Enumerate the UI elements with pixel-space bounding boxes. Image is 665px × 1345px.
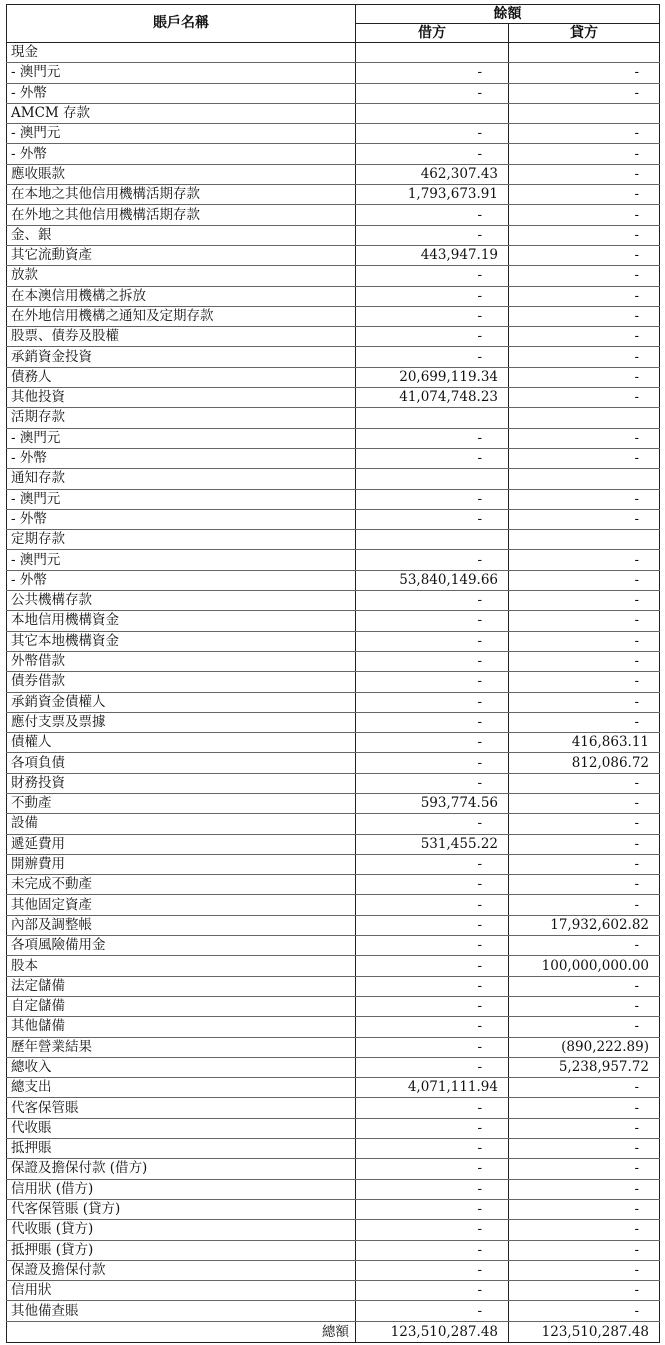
account-name-cell: 代收賬 (貸方) [7,1220,356,1240]
table-row [7,672,660,692]
credit-cell: - [509,1179,660,1199]
account-name-cell: 債券借款 [7,672,356,692]
debit-cell: - [356,286,509,306]
credit-cell: - [509,286,660,306]
table-row [7,306,660,326]
account-name-cell: 定期存款 [7,530,356,550]
account-name-cell: 債權人 [7,733,356,753]
account-name-cell: 代客保管賬 [7,1098,356,1118]
account-name-cell: 抵押賬 (貸方) [7,1240,356,1260]
table-row [7,205,660,225]
total-debit: 123,510,287.48 [356,1321,509,1342]
account-name-cell: 總支出 [7,1078,356,1098]
account-name-cell: - 澳門元 [7,63,356,83]
debit-cell: - [356,651,509,671]
credit-cell: - [509,489,660,509]
account-name-cell: 活期存款 [7,408,356,428]
table-row [7,712,660,732]
credit-cell: - [509,1281,660,1301]
credit-cell: - [509,266,660,286]
credit-cell [509,530,660,550]
table-row [7,469,660,489]
debit-cell: - [356,1260,509,1280]
table-row [7,1301,660,1321]
account-name-cell: - 外幣 [7,83,356,103]
account-name-cell: 財務投資 [7,773,356,793]
table-row [7,591,660,611]
account-name-cell: 其他備查賬 [7,1301,356,1321]
debit-cell: - [356,327,509,347]
table-row [7,1179,660,1199]
debit-cell: - [356,347,509,367]
debit-cell: - [356,1240,509,1260]
debit-cell: - [356,1281,509,1301]
debit-cell: - [356,692,509,712]
table-row [7,43,660,63]
debit-cell: - [356,1098,509,1118]
account-name-cell: 承銷資金投資 [7,347,356,367]
credit-cell: - [509,651,660,671]
credit-cell: (890,222.89) [509,1037,660,1057]
table-row [7,225,660,245]
account-name-cell: - 外幣 [7,144,356,164]
credit-cell: 416,863.11 [509,733,660,753]
table-row [7,388,660,408]
account-name-cell: 承銷資金債權人 [7,692,356,712]
credit-cell: - [509,793,660,813]
table-row [7,733,660,753]
table-row [7,753,660,773]
credit-cell: - [509,976,660,996]
credit-cell: 100,000,000.00 [509,956,660,976]
account-name-cell: 遞延費用 [7,834,356,854]
credit-cell: - [509,591,660,611]
account-name-cell: 總收入 [7,1057,356,1077]
table-row [7,63,660,83]
table-row [7,144,660,164]
debit-cell: - [356,306,509,326]
debit-cell: - [356,712,509,732]
debit-cell: - [356,996,509,1016]
credit-cell: - [509,1098,660,1118]
account-name-cell: 保證及擔保付款 (借方) [7,1159,356,1179]
table-row [7,185,660,205]
balance-header: 餘額 [356,5,660,24]
table-row [7,793,660,813]
credit-cell: - [509,245,660,265]
debit-cell [356,43,509,63]
credit-cell: - [509,63,660,83]
account-name-cell: - 外幣 [7,509,356,529]
table-row [7,1078,660,1098]
credit-cell: - [509,1301,660,1321]
credit-cell: - [509,428,660,448]
debit-cell: 4,071,111.94 [356,1078,509,1098]
table-row [7,692,660,712]
table-row [7,509,660,529]
account-name-cell: 自定儲備 [7,996,356,1016]
table-row [7,530,660,550]
total-row [7,1321,660,1342]
account-name-cell: 其他投資 [7,388,356,408]
credit-cell: - [509,875,660,895]
debit-cell: - [356,1037,509,1057]
account-name-cell: 其它本地機構資金 [7,631,356,651]
table-row [7,286,660,306]
debit-cell: - [356,956,509,976]
credit-cell: - [509,1139,660,1159]
table-row [7,976,660,996]
debit-cell: - [356,509,509,529]
table-row [7,1260,660,1280]
account-name-cell: - 澳門元 [7,489,356,509]
table-row [7,103,660,123]
credit-cell: - [509,367,660,387]
table-row [7,1139,660,1159]
account-name-cell: 在本地之其他信用機構活期存款 [7,185,356,205]
debit-cell: 20,699,119.34 [356,367,509,387]
debit-cell: - [356,611,509,631]
table-row [7,651,660,671]
credit-cell: - [509,124,660,144]
debit-cell: - [356,1199,509,1219]
account-name-cell: 信用狀 [7,1281,356,1301]
credit-cell: - [509,611,660,631]
account-name-cell: 債務人 [7,367,356,387]
debit-cell: - [356,936,509,956]
credit-cell: - [509,164,660,184]
account-name-cell: 金、銀 [7,225,356,245]
account-name-cell: 通知存款 [7,469,356,489]
table-row [7,611,660,631]
account-name-cell: - 外幣 [7,448,356,468]
credit-cell: - [509,773,660,793]
account-name-cell: 放款 [7,266,356,286]
account-name-cell: 在外地之其他信用機構活期存款 [7,205,356,225]
credit-cell: - [509,225,660,245]
table-row [7,895,660,915]
debit-cell: - [356,1057,509,1077]
credit-cell: - [509,347,660,367]
debit-cell: - [356,225,509,245]
table-row [7,245,660,265]
debit-cell: 53,840,149.66 [356,570,509,590]
account-name-cell: 股本 [7,956,356,976]
credit-cell: - [509,1220,660,1240]
account-name-cell: 本地信用機構資金 [7,611,356,631]
debit-cell: - [356,733,509,753]
table-body [7,43,660,1322]
credit-cell: - [509,814,660,834]
credit-cell: - [509,854,660,874]
account-name-cell: 現金 [7,43,356,63]
debit-cell: - [356,631,509,651]
debit-cell: - [356,672,509,692]
table-row [7,773,660,793]
table-row [7,996,660,1016]
table-row [7,408,660,428]
table-row [7,124,660,144]
table-row [7,550,660,570]
credit-cell: - [509,1118,660,1138]
table-row [7,347,660,367]
debit-cell: - [356,875,509,895]
account-name-cell: 各項風險備用金 [7,936,356,956]
debit-cell: - [356,448,509,468]
account-name-cell: 應付支票及票據 [7,712,356,732]
debit-cell [356,530,509,550]
debit-cell [356,469,509,489]
credit-cell: - [509,936,660,956]
table-row [7,814,660,834]
account-name-cell: 公共機構存款 [7,591,356,611]
account-name-cell: 其他儲備 [7,1017,356,1037]
table-row [7,164,660,184]
table-row [7,834,660,854]
credit-cell: - [509,306,660,326]
total-credit: 123,510,287.48 [509,1321,660,1342]
debit-cell: - [356,773,509,793]
account-name-cell: 設備 [7,814,356,834]
table-row [7,1118,660,1138]
credit-cell: - [509,712,660,732]
account-name-cell: 信用狀 (借方) [7,1179,356,1199]
credit-cell: 17,932,602.82 [509,915,660,935]
credit-cell [509,408,660,428]
credit-cell: - [509,1159,660,1179]
credit-cell [509,469,660,489]
account-name-cell: 內部及調整帳 [7,915,356,935]
debit-cell: - [356,428,509,448]
account-name-cell: 其它流動資產 [7,245,356,265]
credit-cell: 5,238,957.72 [509,1057,660,1077]
credit-cell: - [509,631,660,651]
credit-header: 貸方 [509,24,660,43]
account-name-cell: 法定儲備 [7,976,356,996]
debit-cell [356,408,509,428]
credit-cell: - [509,692,660,712]
account-name-header: 賬戶名稱 [7,5,356,43]
debit-cell: - [356,205,509,225]
debit-cell: - [356,489,509,509]
credit-cell: - [509,205,660,225]
account-name-cell: 在外地信用機構之通知及定期存款 [7,306,356,326]
credit-cell: - [509,1260,660,1280]
table-row [7,1159,660,1179]
table-row [7,83,660,103]
credit-cell: - [509,83,660,103]
debit-cell [356,103,509,123]
account-name-cell: 其他固定資產 [7,895,356,915]
debit-cell: - [356,550,509,570]
debit-cell: 1,793,673.91 [356,185,509,205]
table-row [7,631,660,651]
account-name-cell: 抵押賬 [7,1139,356,1159]
table-row [7,1017,660,1037]
debit-cell: - [356,814,509,834]
debit-cell: - [356,1220,509,1240]
credit-cell: - [509,144,660,164]
table-row [7,367,660,387]
credit-cell: - [509,550,660,570]
account-name-cell: 在本澳信用機構之拆放 [7,286,356,306]
table-row [7,489,660,509]
debit-cell: - [356,124,509,144]
total-label: 總額 [7,1321,356,1342]
debit-header: 借方 [356,24,509,43]
table-header [7,5,660,43]
debit-cell: 443,947.19 [356,245,509,265]
debit-cell: 593,774.56 [356,793,509,813]
table-row [7,1037,660,1057]
account-name-cell: 代客保管賬 (貸方) [7,1199,356,1219]
table-row [7,570,660,590]
table-row [7,1098,660,1118]
account-name-cell: - 澳門元 [7,550,356,570]
credit-cell [509,103,660,123]
debit-cell: - [356,144,509,164]
table-row [7,1281,660,1301]
table-row [7,956,660,976]
credit-cell: - [509,570,660,590]
table-footer [7,1321,660,1342]
credit-cell: - [509,1199,660,1219]
debit-cell: 462,307.43 [356,164,509,184]
table-row [7,428,660,448]
account-name-cell: 開辦費用 [7,854,356,874]
debit-cell: - [356,854,509,874]
credit-cell: - [509,895,660,915]
credit-cell: 812,086.72 [509,753,660,773]
debit-cell: - [356,591,509,611]
debit-cell: - [356,83,509,103]
account-name-cell: 不動產 [7,793,356,813]
debit-cell: - [356,1159,509,1179]
account-name-cell: - 澳門元 [7,124,356,144]
debit-cell: - [356,266,509,286]
debit-cell: - [356,1301,509,1321]
account-name-cell: 外幣借款 [7,651,356,671]
table-row [7,1057,660,1077]
debit-cell: - [356,895,509,915]
account-name-cell: 保證及擔保付款 [7,1260,356,1280]
account-name-cell: - 外幣 [7,570,356,590]
account-name-cell: 應收賬款 [7,164,356,184]
table-row [7,266,660,286]
account-name-cell: 代收賬 [7,1118,356,1138]
debit-cell: - [356,1139,509,1159]
debit-cell: 531,455.22 [356,834,509,854]
debit-cell: - [356,915,509,935]
credit-cell: - [509,388,660,408]
table-row [7,936,660,956]
account-name-cell: AMCM 存款 [7,103,356,123]
debit-cell: - [356,753,509,773]
debit-cell: - [356,976,509,996]
account-name-cell: 股票、債券及股權 [7,327,356,347]
table-row [7,915,660,935]
credit-cell: - [509,509,660,529]
credit-cell: - [509,1017,660,1037]
account-name-cell: - 澳門元 [7,428,356,448]
table-row [7,327,660,347]
account-name-cell: 各項負債 [7,753,356,773]
credit-cell: - [509,834,660,854]
credit-cell: - [509,327,660,347]
account-name-cell: 未完成不動產 [7,875,356,895]
credit-cell: - [509,185,660,205]
table-row [7,1240,660,1260]
table-row [7,875,660,895]
credit-cell: - [509,672,660,692]
table-row [7,448,660,468]
debit-cell: - [356,1179,509,1199]
debit-cell: - [356,1017,509,1037]
table-row [7,1199,660,1219]
account-name-cell: 歷年營業結果 [7,1037,356,1057]
debit-cell: - [356,1118,509,1138]
table-row [7,1220,660,1240]
debit-cell: 41,074,748.23 [356,388,509,408]
credit-cell: - [509,1078,660,1098]
trial-balance-table [6,4,660,1343]
table-row [7,854,660,874]
credit-cell [509,43,660,63]
credit-cell: - [509,448,660,468]
credit-cell: - [509,996,660,1016]
credit-cell: - [509,1240,660,1260]
debit-cell: - [356,63,509,83]
